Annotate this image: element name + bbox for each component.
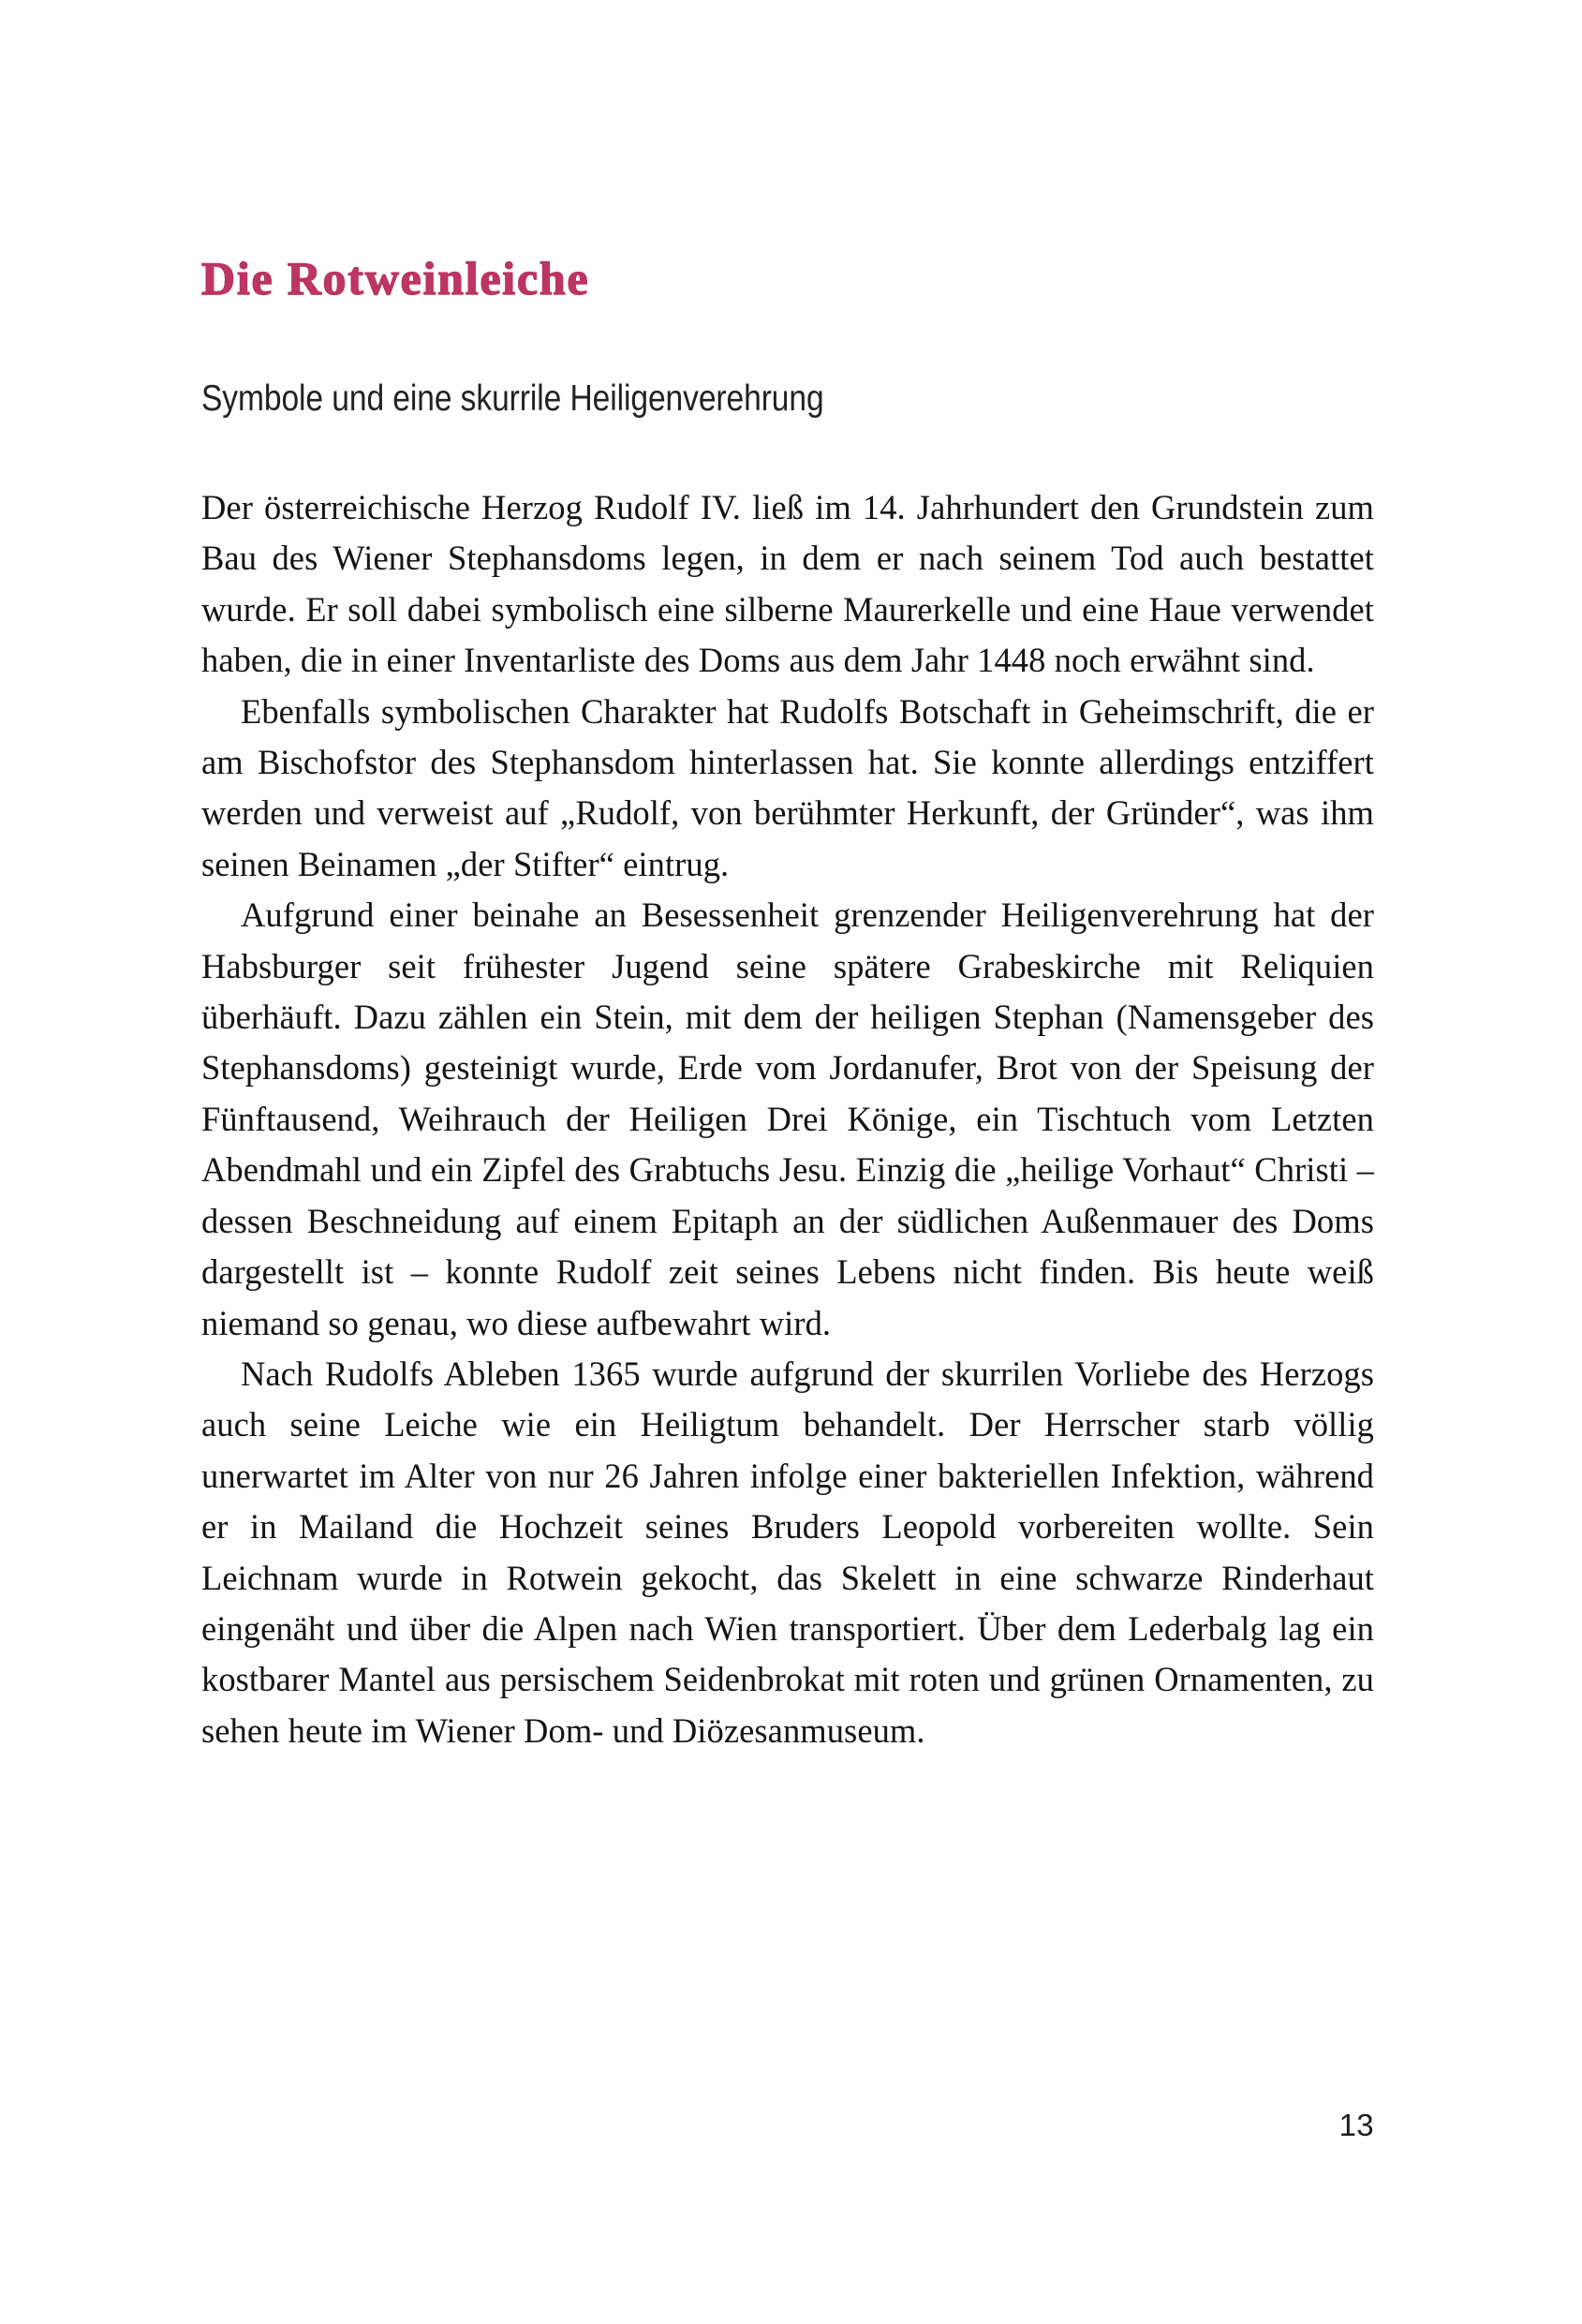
paragraph-4: Nach Rudolfs Ableben 1365 wurde aufgrund der skurrilen Vorliebe des Herzogs auch seine Leiche wie ein Heiligtum behandelt. Der Herrscher starb völlig unerwartet im Alter von nur 26 Jahren infolge einer bakteriellen Infektion, während er in Mailand die Hochzeit seines Bruders Leopold vorbereiten wollte. Sein Leichnam wurde in Rotwein gekocht, das Skelett in eine schwarze Rinderhaut eingenäht und über die Alpen nach Wien transportiert. Über dem Lederbalg lag ein kostbarer Mantel aus persischem Seidenbrokat mit roten und grünen Ornamenten, zu sehen heute im Wiener Dom- und Diözesanmuseum.	[201, 1354, 1374, 1750]
page-number: 13	[1338, 2108, 1374, 2142]
paragraph-3: Aufgrund einer beinahe an Besessenheit grenzender Heiligenverehrung hat der Habsburger seit frühester Jugend seine spätere Grabeskirche mit Reliquien überhäuft. Dazu zählen ein Stein, mit dem der heiligen Stephan (Namensgeber des Stephansdoms) gesteinigt wurde, Erde vom Jordanufer, Brot von der Speisung der Fünftausend, Weihrauch der Heiligen Drei Könige, ein Tischtuch vom Letzten Abendmahl und ein Zipfel des Grabtuchs Jesu. Einzig die „heilige Vorhaut“ Christi – dessen Beschneidung auf einem Epitaph an der südlichen Außenmauer des Doms dargestellt ist – konnte Rudolf zeit seines Lebens nicht finden. Bis heute weiß niemand so genau, wo diese aufbewahrt wird.	[201, 896, 1374, 1342]
body-text	[201, 482, 1374, 1756]
page-title: Die Rotweinleiche	[201, 255, 1374, 302]
paragraph-2: Ebenfalls symbolischen Charakter hat Rudolfs Botschaft in Geheimschrift, die er am Bischofstor des Stephansdom hinterlassen hat. Sie konnte allerdings entziffert werden und verweist auf „Rudolf, von berühmter Herkunft, der Gründer“, was ihm seinen Beinamen „der Stifter“ eintrug.	[201, 691, 1374, 883]
paragraph-1: Der österreichische Herzog Rudolf IV. ließ im 14. Jahrhundert den Grundstein zum Bau des Wiener Stephansdoms legen, in dem er nach seinem Tod auch bestattet wurde. Er soll dabei symbolisch eine silberne Maurerkelle und eine Haue verwendet haben, die in einer Inventarliste des Doms aus dem Jahr 1448 noch erwähnt sind.	[201, 488, 1374, 680]
chapter-subtitle: Symbole und eine skurrile Heiligenverehrung	[201, 378, 824, 419]
